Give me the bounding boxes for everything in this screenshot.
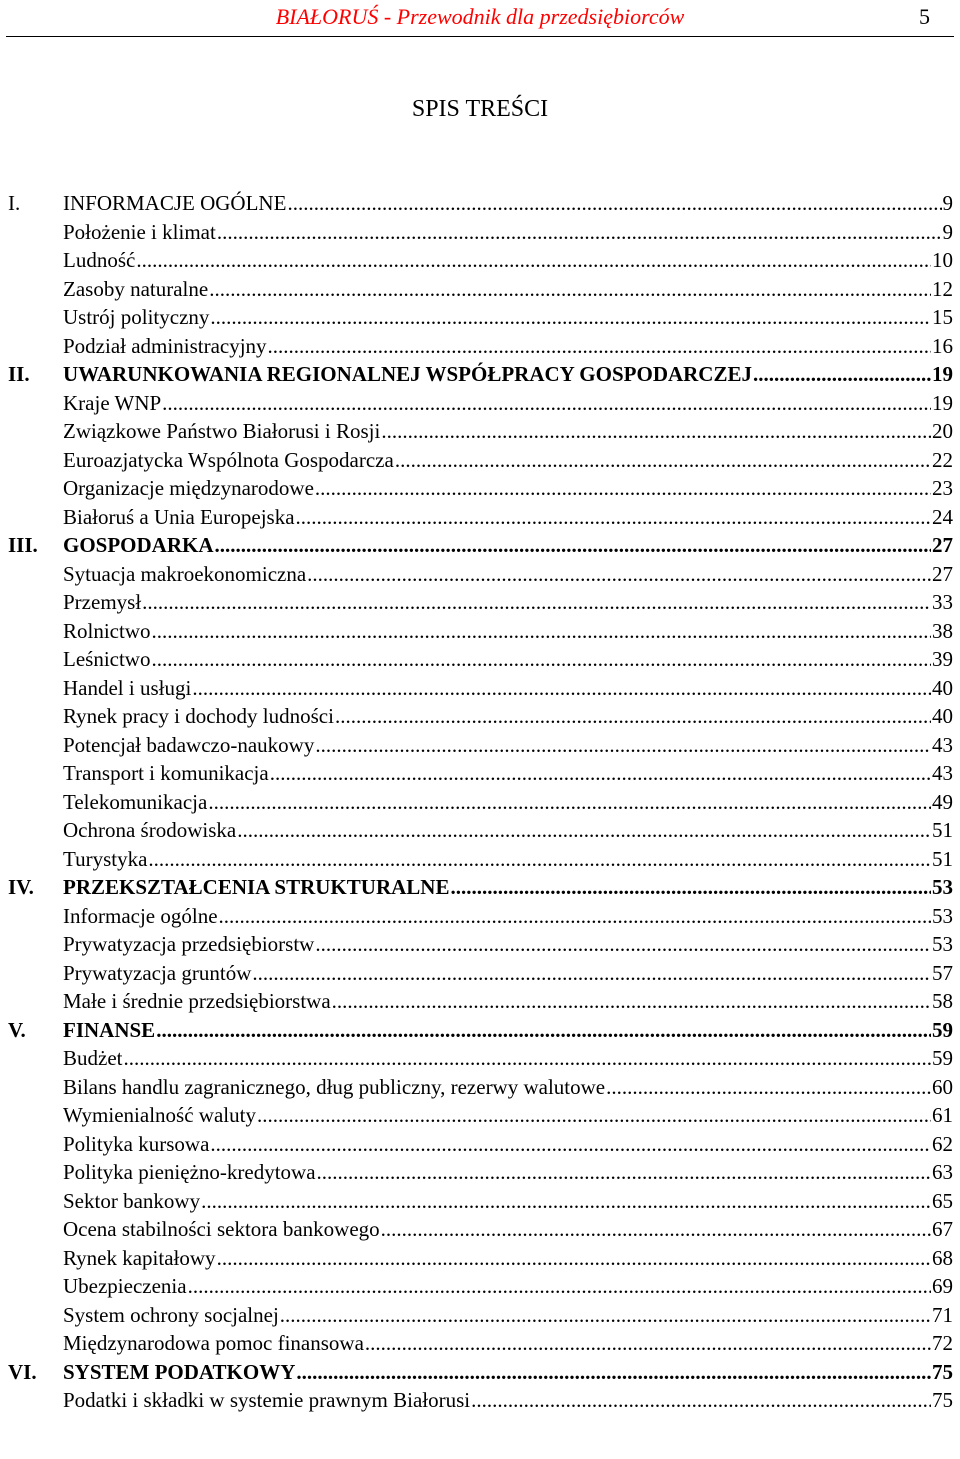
dot-leader	[296, 1358, 931, 1387]
item-page: 39	[932, 647, 953, 671]
toc-section[interactable]	[0, 873, 960, 902]
toc-item[interactable]	[0, 1158, 960, 1187]
dot-leader	[287, 189, 941, 218]
toc-entry	[63, 303, 953, 332]
item-title: System ochrony socjalnej	[63, 1302, 279, 1327]
item-page: 58	[932, 989, 953, 1013]
toc-item[interactable]	[0, 332, 960, 361]
item-page: 59	[932, 1046, 953, 1070]
item-title: Transport i komunikacja	[63, 761, 269, 785]
toc-entry	[63, 1101, 953, 1130]
dot-leader	[217, 1244, 931, 1273]
section-title: SYSTEM PODATKOWY	[63, 1359, 296, 1384]
dot-leader	[365, 1329, 931, 1358]
item-title: Przemysł	[63, 590, 142, 614]
item-page: 61	[932, 1103, 953, 1127]
toc-entry	[63, 1301, 953, 1330]
toc-item[interactable]	[0, 588, 960, 617]
item-title: Prywatyzacja gruntów	[63, 960, 252, 985]
item-page: 27	[932, 561, 953, 586]
toc-item[interactable]	[0, 788, 960, 817]
item-page: 68	[932, 1245, 953, 1270]
item-page: 57	[932, 960, 953, 985]
dot-leader	[381, 417, 931, 446]
toc-entry	[63, 1244, 953, 1273]
toc-item[interactable]	[0, 902, 960, 931]
dot-leader	[332, 987, 931, 1016]
toc-item[interactable]	[0, 1329, 960, 1358]
toc-entry	[63, 1187, 953, 1216]
item-title: Rynek pracy i dochody ludności	[63, 704, 334, 728]
item-page: 69	[932, 1274, 953, 1298]
toc-entry	[63, 275, 953, 304]
item-page: 71	[932, 1302, 953, 1327]
item-title: Leśnictwo	[63, 647, 151, 671]
dot-leader	[335, 702, 931, 731]
toc-entry	[63, 189, 953, 218]
toc-entry	[63, 617, 953, 646]
item-page: 51	[932, 818, 953, 842]
dot-leader	[208, 788, 931, 817]
item-title: Potencjał badawczo-naukowy	[63, 732, 315, 757]
dot-leader	[142, 588, 931, 617]
section-page: 27	[932, 533, 953, 557]
dot-leader	[136, 246, 931, 275]
dot-leader	[252, 959, 931, 988]
item-page: 49	[932, 789, 953, 814]
toc-item[interactable]	[0, 702, 960, 731]
toc-item[interactable]	[0, 959, 960, 988]
dot-leader	[315, 930, 931, 959]
item-page: 33	[932, 590, 953, 614]
section-number: I.	[8, 191, 21, 215]
toc-item[interactable]	[0, 246, 960, 275]
toc-item[interactable]	[0, 845, 960, 874]
section-title: INFORMACJE OGÓLNE	[63, 191, 287, 215]
item-title: Prywatyzacja przedsiębiorstw	[63, 932, 315, 956]
header-divider	[6, 36, 954, 37]
toc-section[interactable]	[0, 531, 960, 560]
section-title: GOSPODARKA	[63, 533, 214, 557]
toc-entry	[63, 1158, 953, 1187]
item-page: 38	[932, 618, 953, 643]
item-title: Rynek kapitałowy	[63, 1245, 216, 1270]
toc-item[interactable]	[0, 1073, 960, 1102]
dot-leader	[606, 1073, 931, 1102]
dot-leader	[307, 560, 931, 589]
toc-entry	[63, 1272, 953, 1301]
item-title: Wymienialność waluty	[63, 1103, 256, 1127]
toc-item[interactable]	[0, 1130, 960, 1159]
toc-entry	[63, 959, 953, 988]
toc-entry	[63, 417, 953, 446]
toc-item[interactable]	[0, 1101, 960, 1130]
toc-entry	[63, 560, 953, 589]
toc-section[interactable]	[0, 1016, 960, 1045]
toc-entry	[63, 1215, 953, 1244]
section-title: PRZEKSZTAŁCENIA STRUKTURALNE	[63, 875, 450, 899]
item-page: 24	[932, 504, 953, 529]
dot-leader	[192, 674, 931, 703]
toc-entry	[63, 645, 953, 674]
dot-leader	[315, 731, 931, 760]
toc-entry	[63, 902, 953, 931]
toc-entry	[63, 218, 953, 247]
item-page: 16	[932, 333, 953, 358]
item-title: Euroazjatycka Wspólnota Gospodarcza	[63, 447, 394, 472]
item-title: Ustrój polityczny	[63, 305, 210, 329]
toc-entry	[63, 531, 953, 560]
toc-item[interactable]	[0, 503, 960, 532]
item-page: 40	[932, 675, 953, 700]
dot-leader	[257, 1101, 931, 1130]
toc-item[interactable]	[0, 816, 960, 845]
item-title: Organizacje międzynarodowe	[63, 476, 314, 500]
toc-entry	[63, 987, 953, 1016]
toc-entry	[63, 873, 953, 902]
dot-leader	[123, 1044, 931, 1073]
toc-item[interactable]	[0, 987, 960, 1016]
toc-item[interactable]	[0, 1187, 960, 1216]
toc-item[interactable]	[0, 1244, 960, 1273]
section-title: FINANSE	[63, 1017, 156, 1042]
item-title: Telekomunikacja	[63, 789, 208, 814]
toc-item[interactable]	[0, 759, 960, 788]
item-page: 65	[932, 1188, 953, 1213]
table-of-contents	[0, 189, 960, 1415]
dot-leader	[156, 1016, 931, 1045]
toc-item[interactable]	[0, 218, 960, 247]
section-page: 9	[942, 191, 953, 215]
item-title: Ubezpieczenia	[63, 1274, 187, 1298]
item-page: 40	[932, 704, 953, 728]
toc-entry	[63, 446, 953, 475]
item-title: Informacje ogólne	[63, 903, 218, 928]
item-page: 72	[932, 1331, 953, 1355]
toc-entry	[63, 845, 953, 874]
toc-item[interactable]	[0, 1044, 960, 1073]
dot-leader	[296, 503, 931, 532]
page-header	[0, 0, 960, 40]
toc-item[interactable]	[0, 560, 960, 589]
dot-leader	[471, 1386, 931, 1415]
toc-entry	[63, 731, 953, 760]
toc-entry	[63, 816, 953, 845]
item-page: 53	[932, 932, 953, 956]
item-title: Rolnictwo	[63, 618, 151, 643]
toc-entry	[63, 1044, 953, 1073]
item-title: Bilans handlu zagranicznego, dług publiczny, rezerwy walutowe	[63, 1074, 606, 1099]
toc-item[interactable]	[0, 446, 960, 475]
section-page: 53	[932, 875, 953, 899]
toc-entry	[63, 474, 953, 503]
item-title: Międzynarodowa pomoc finansowa	[63, 1331, 364, 1355]
toc-item[interactable]	[0, 275, 960, 304]
section-page: 75	[932, 1359, 953, 1384]
item-page: 9	[942, 219, 953, 244]
item-page: 67	[932, 1217, 953, 1241]
dot-leader	[210, 1130, 931, 1159]
dot-leader	[381, 1215, 931, 1244]
toc-item[interactable]	[0, 645, 960, 674]
dot-leader	[315, 474, 931, 503]
item-page: 43	[932, 732, 953, 757]
dot-leader	[219, 902, 931, 931]
toc-section[interactable]	[0, 1358, 960, 1387]
dot-leader	[210, 303, 931, 332]
item-page: 10	[932, 248, 953, 272]
section-number: IV.	[8, 875, 34, 899]
toc-item[interactable]	[0, 1272, 960, 1301]
toc-item[interactable]	[0, 674, 960, 703]
section-page: 19	[932, 362, 953, 386]
item-title: Podatki i składki w systemie prawnym Białorusi	[63, 1388, 471, 1412]
item-page: 51	[932, 846, 953, 871]
dot-leader	[215, 531, 931, 560]
item-page: 20	[932, 419, 953, 443]
dot-leader	[148, 845, 931, 874]
toc-item[interactable]	[0, 617, 960, 646]
dot-leader	[280, 1301, 931, 1330]
item-title: Ocena stabilności sektora bankowego	[63, 1217, 380, 1241]
section-title: UWARUNKOWANIA REGIONALNEJ WSPÓŁPRACY GOSPODARCZEJ	[63, 362, 752, 386]
toc-entry	[63, 332, 953, 361]
item-title: Turystyka	[63, 846, 148, 871]
toc-entry	[63, 702, 953, 731]
dot-leader	[270, 759, 931, 788]
item-title: Małe i średnie przedsiębiorstwa	[63, 989, 331, 1013]
section-number: III.	[8, 533, 38, 557]
toc-item[interactable]	[0, 389, 960, 418]
document-title: SPIS TREŚCI	[411, 96, 549, 122]
dot-leader	[317, 1158, 931, 1187]
toc-entry	[63, 759, 953, 788]
toc-entry	[63, 674, 953, 703]
dot-leader	[217, 218, 942, 247]
item-page: 15	[932, 305, 953, 329]
dot-leader	[151, 645, 931, 674]
item-title: Białoruś a Unia Europejska	[63, 504, 295, 529]
item-page: 63	[932, 1160, 953, 1184]
page-number: 5	[919, 4, 930, 29]
toc-entry	[63, 360, 953, 389]
item-title: Położenie i klimat	[63, 219, 216, 244]
item-page: 60	[932, 1074, 953, 1099]
section-number: VI.	[8, 1359, 37, 1384]
item-title: Związkowe Państwo Białorusi i Rosji	[63, 419, 381, 443]
item-page: 75	[932, 1388, 953, 1412]
toc-entry	[63, 588, 953, 617]
item-title: Podział administracyjny	[63, 333, 267, 358]
toc-entry	[63, 389, 953, 418]
toc-item[interactable]	[0, 930, 960, 959]
item-page: 43	[932, 761, 953, 785]
dot-leader	[209, 275, 931, 304]
section-number: II.	[8, 362, 30, 386]
toc-item[interactable]	[0, 474, 960, 503]
item-title: Zasoby naturalne	[63, 276, 209, 301]
item-page: 23	[932, 476, 953, 500]
toc-entry	[63, 1016, 953, 1045]
toc-entry	[63, 1329, 953, 1358]
item-title: Handel i usługi	[63, 675, 192, 700]
dot-leader	[201, 1187, 931, 1216]
toc-entry	[63, 1130, 953, 1159]
item-title: Polityka kursowa	[63, 1131, 210, 1156]
toc-entry	[63, 1073, 953, 1102]
item-title: Polityka pieniężno-kredytowa	[63, 1160, 316, 1184]
dot-leader	[395, 446, 931, 475]
toc-section[interactable]	[0, 360, 960, 389]
toc-entry	[63, 788, 953, 817]
toc-item[interactable]	[0, 1301, 960, 1330]
toc-item[interactable]	[0, 1386, 960, 1415]
toc-item[interactable]	[0, 731, 960, 760]
section-number: V.	[8, 1017, 26, 1042]
item-title: Ochrona środowiska	[63, 818, 237, 842]
item-title: Sektor bankowy	[63, 1188, 201, 1213]
toc-item[interactable]	[0, 417, 960, 446]
dot-leader	[450, 873, 931, 902]
dot-leader	[188, 1272, 931, 1301]
toc-entry	[63, 1386, 953, 1415]
toc-entry	[63, 246, 953, 275]
item-page: 53	[932, 903, 953, 928]
dot-leader	[237, 816, 931, 845]
item-title: Ludność	[63, 248, 136, 272]
toc-item[interactable]	[0, 303, 960, 332]
toc-entry	[63, 1358, 953, 1387]
item-title: Budżet	[63, 1046, 123, 1070]
item-page: 22	[932, 447, 953, 472]
section-page: 59	[932, 1017, 953, 1042]
dot-leader	[753, 360, 931, 389]
item-title: Sytuacja makroekonomiczna	[63, 561, 307, 586]
toc-entry	[63, 930, 953, 959]
dot-leader	[268, 332, 931, 361]
item-page: 62	[932, 1131, 953, 1156]
toc-item[interactable]	[0, 1215, 960, 1244]
dot-leader	[162, 389, 931, 418]
dot-leader	[152, 617, 932, 646]
item-title: Kraje WNP	[63, 390, 162, 415]
item-page: 12	[932, 276, 953, 301]
running-title: BIAŁORUŚ - Przewodnik dla przedsiębiorców	[275, 4, 685, 29]
item-page: 19	[932, 390, 953, 415]
toc-entry	[63, 503, 953, 532]
toc-section[interactable]	[0, 189, 960, 218]
